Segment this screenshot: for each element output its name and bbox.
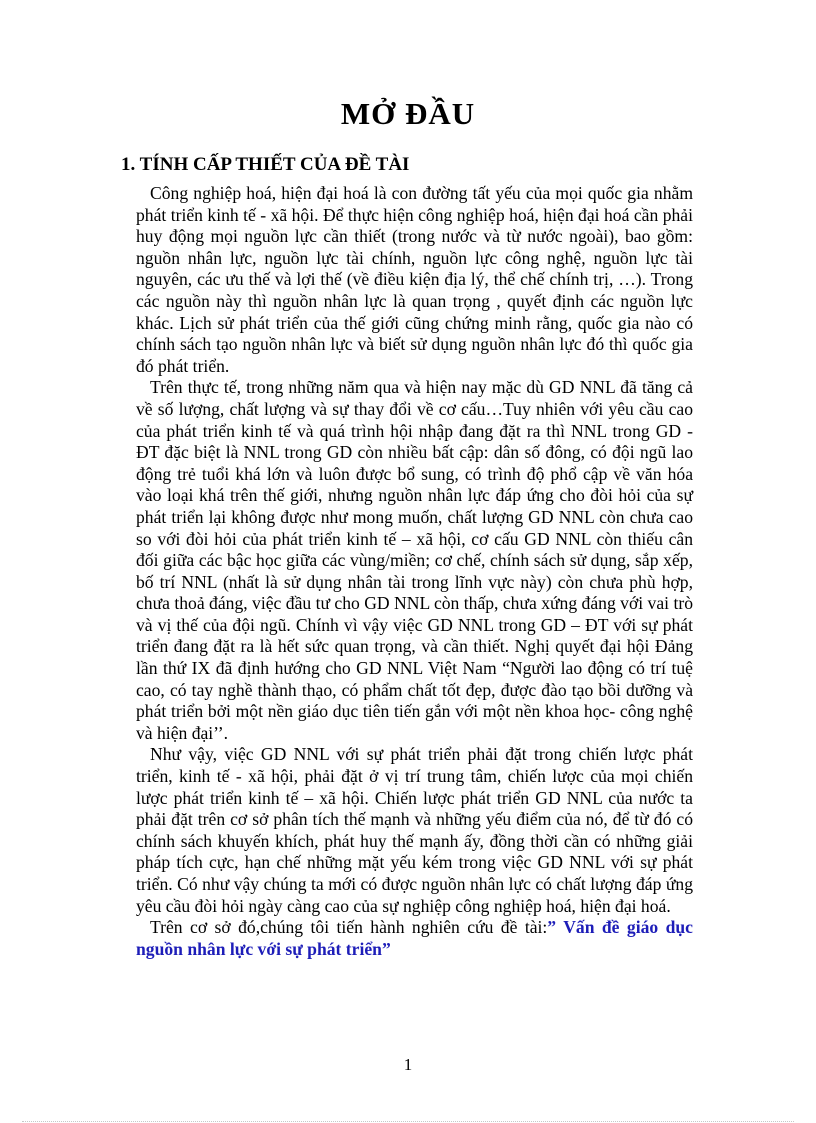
paragraph-2: Trên thực tế, trong những năm qua và hiện nay mặc dù GD NNL đã tăng cả về số lượng, chất lượng và sự thay đổi về cơ cấu…Tuy nhiên với yêu cầu cao của phát triển kinh tế và quá trình hội nhập đang đặt ra thì NNL trong GD - ĐT đặc biệt là NNL trong GD còn nhiều bất cập: dân số đông, có đội ngũ lao động trẻ tuổi khá lớn và luôn được bổ sung, có trình độ phổ cập về văn hóa vào loại khá trên thế giới, nhưng nguồn nhân lực đáp ứng cho đòi hỏi của sự phát triển lại không được như mong muốn, chất lượng GD NNL còn chưa cao so với đòi hỏi của phát triển kinh tế – xã hội, cơ cấu GD NNL còn thiếu cân đối giữa các bậc học giữa các vùng/miền; cơ chế, chính sách sử dụng, sắp xếp, bố trí NNL (nhất là sử dụng nhân tài trong lĩnh vực này) còn chưa phù hợp, chưa thoả đáng, việc đầu tư cho GD NNL còn thấp, chưa xứng đáng với vai trò và vị thế của đội ngũ. Chính vì vậy việc GD NNL trong GD – ĐT với sự phát triển đang đặt ra là hết sức quan trọng, và cần thiết. Nghị quyết đại hội Đảng lần thứ IX đã định hướng cho GD NNL Việt Nam “Người lao động có trí tuệ cao, có tay nghề thành thạo, có phẩm chất tốt đẹp, được đào tạo bồi dưỡng và phát triển bởi một nền giáo dục tiên tiến gắn với một nền khoa học- công nghệ và hiện đại’’. xyxy=(136,377,693,743)
paragraph-4 xyxy=(136,917,693,960)
document-title: MỞ ĐẦU xyxy=(340,96,476,131)
paragraph-3: Như vậy, việc GD NNL với sự phát triển phải đặt trong chiến lược phát triển, kinh tế - xã hội, phải đặt ở vị trí trung tâm, chiến lược của mọi chiến lược phát triển kinh tế – xã hội. Chiến lược phát triển GD NNL của nước ta phải đặt trên cơ sở phân tích thế mạnh và những yếu điểm của nó, để từ đó có chính sách khuyến khích, phát huy thế mạnh ấy, đồng thời cần có những giải pháp tích cực, hạn chế những mặt yếu kém trong việc GD NNL với sự phát triển. Có như vậy chúng ta mới có được nguồn nhân lực có chất lượng đáp ứng yêu cầu đòi hỏi ngày càng cao của sự nghiệp công nghiệp hoá, hiện đại hoá. xyxy=(136,744,693,916)
page-bottom-divider xyxy=(22,1121,794,1122)
page-number: 1 xyxy=(403,1055,413,1074)
paragraph-1: Công nghiệp hoá, hiện đại hoá là con đường tất yếu của mọi quốc gia nhằm phát triển kinh tế - xã hội. Để thực hiện công nghiệp hoá, hiện đại hoá cần phải huy động mọi nguồn lực cần thiết (trong nước và từ nước ngoài), bao gồm: nguồn nhân lực, nguồn lực tài chính, nguồn lực công nghệ, nguồn lực tài nguyên, các ưu thế và lợi thế (về điều kiện địa lý, thể chế chính trị, …). Trong các nguồn này thì nguồn nhân lực là quan trọng , quyết định các nguồn lực khác. Lịch sử phát triển của thế giới cũng chứng minh rằng, quốc gia nào có chính sách tạo nguồn nhân lực và biết sử dụng nguồn nhân lực đó thì quốc gia đó phát triển. xyxy=(136,183,693,376)
body-text xyxy=(136,183,693,960)
paragraph-4-lead: Trên cơ sở đó,chúng tôi tiến hành nghiên cứu đề tài: xyxy=(150,917,548,938)
section-heading: 1. TÍNH CẤP THIẾT CỦA ĐỀ TÀI xyxy=(121,154,410,175)
research-topic: ” Vấn đề giáo dục nguồn nhân lực với sự phát triển” xyxy=(136,917,693,959)
